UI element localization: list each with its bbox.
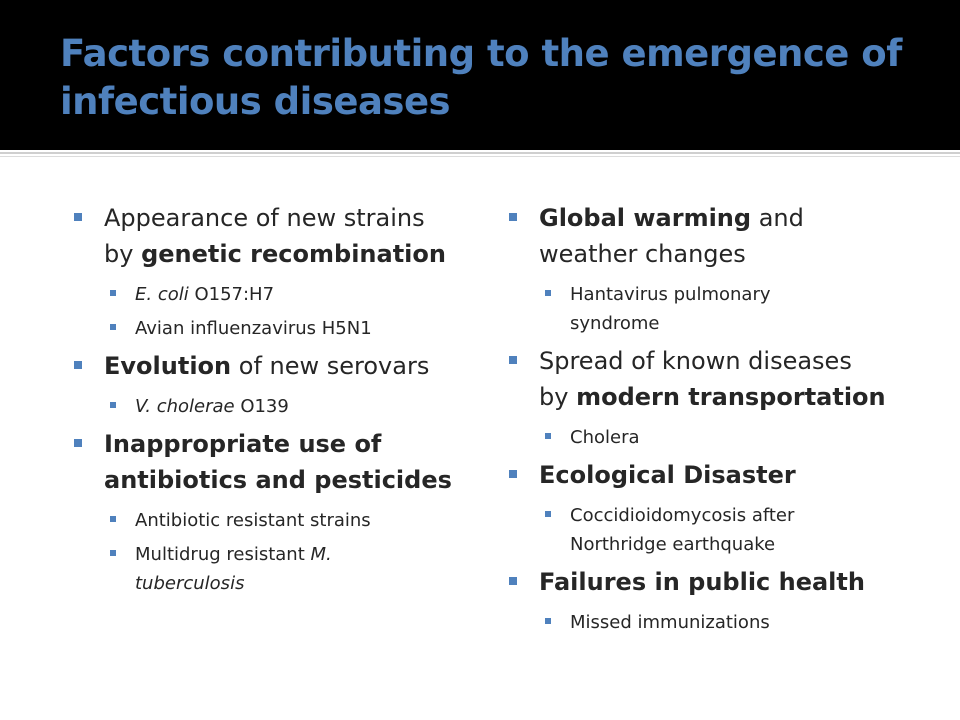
text-run: Missed immunizations [570,612,770,633]
text-run: Cholera [570,427,640,448]
sub-bullet-item [70,314,470,343]
bullet-item [505,564,925,600]
text-run: by [539,383,577,411]
bold-text: modern transportation [576,383,886,411]
bullet-text-line [570,530,925,559]
bullet-text-line [539,379,925,415]
square-bullet-icon [509,577,517,585]
text-run: by [104,240,142,268]
sub-bullet-item [505,280,925,338]
divider-line [0,152,960,154]
title-bar [0,0,960,150]
text-run: O139 [234,396,289,417]
bold-text: Evolution [104,352,232,380]
bullet-item [505,343,925,415]
square-bullet-icon [545,433,551,439]
italic-text: V. cholerae [135,396,235,417]
text-run: Hantavirus pulmonary [570,284,771,305]
italic-text: M. [310,544,332,565]
left-column [70,200,470,603]
sub-bullet-item [70,280,470,309]
square-bullet-icon [545,618,551,624]
text-run: Northridge earthquake [570,534,776,555]
text-run: and [751,204,804,232]
square-bullet-icon [110,550,116,556]
bullet-text-line [104,200,470,236]
bullet-text-line [104,462,470,498]
bullet-text-line [135,314,470,343]
right-column [505,200,925,642]
text-run: O157:H7 [188,284,275,305]
square-bullet-icon [74,439,82,447]
bold-text: antibiotics and pesticides [104,466,452,494]
bullet-text-line [104,236,470,272]
square-bullet-icon [74,361,82,369]
text-run: Appearance of new strains [104,204,425,232]
square-bullet-icon [545,511,551,517]
bold-text: genetic recombination [141,240,446,268]
bullet-text-line [570,608,925,637]
square-bullet-icon [110,516,116,522]
text-run: of new serovars [231,352,430,380]
sub-bullet-item [505,501,925,559]
bullet-item [505,457,925,493]
sub-bullet-item [70,506,470,535]
bullet-text-line [104,426,470,462]
bullet-text-line [570,501,925,530]
bullet-text-line [539,564,925,600]
square-bullet-icon [110,402,116,408]
italic-text: tuberculosis [135,573,245,594]
square-bullet-icon [110,290,116,296]
sub-bullet-item [505,608,925,637]
sub-bullet-item [70,540,470,598]
square-bullet-icon [110,324,116,330]
text-run: Spread of known diseases [539,347,852,375]
bullet-text-line [135,540,470,569]
bullet-text-line [135,392,470,421]
bullet-text-line [135,569,470,598]
bullet-item [70,200,470,272]
square-bullet-icon [509,213,517,221]
bullet-text-line [135,280,470,309]
bullet-text-line [570,309,925,338]
bullet-text-line [539,236,925,272]
divider-line-secondary [0,156,960,157]
square-bullet-icon [509,470,517,478]
square-bullet-icon [545,290,551,296]
bullet-text-line [570,423,925,452]
text-run: syndrome [570,313,660,334]
bold-text: Global warming [539,204,752,232]
bullet-text-line [570,280,925,309]
square-bullet-icon [74,213,82,221]
text-run: Avian influenzavirus H5N1 [135,318,372,339]
bold-text: Ecological Disaster [539,461,796,489]
text-run: Multidrug resistant [135,544,311,565]
bullet-item [70,426,470,498]
bold-text: Failures in public health [539,568,865,596]
sub-bullet-item [505,423,925,452]
italic-text: E. coli [135,284,189,305]
sub-bullet-item [70,392,470,421]
square-bullet-icon [509,356,517,364]
bullet-text-line [104,348,470,384]
slide-title: Factors contributing to the emergence of infectious diseases [60,32,902,123]
bullet-item [505,200,925,272]
bold-text: Inappropriate use of [104,430,382,458]
bullet-text-line [539,200,925,236]
bullet-item [70,348,470,384]
bullet-text-line [539,457,925,493]
text-run: Coccidioidomycosis after [570,505,795,526]
bullet-text-line [135,506,470,535]
bullet-text-line [539,343,925,379]
text-run: weather changes [539,240,746,268]
text-run: Antibiotic resistant strains [135,510,371,531]
